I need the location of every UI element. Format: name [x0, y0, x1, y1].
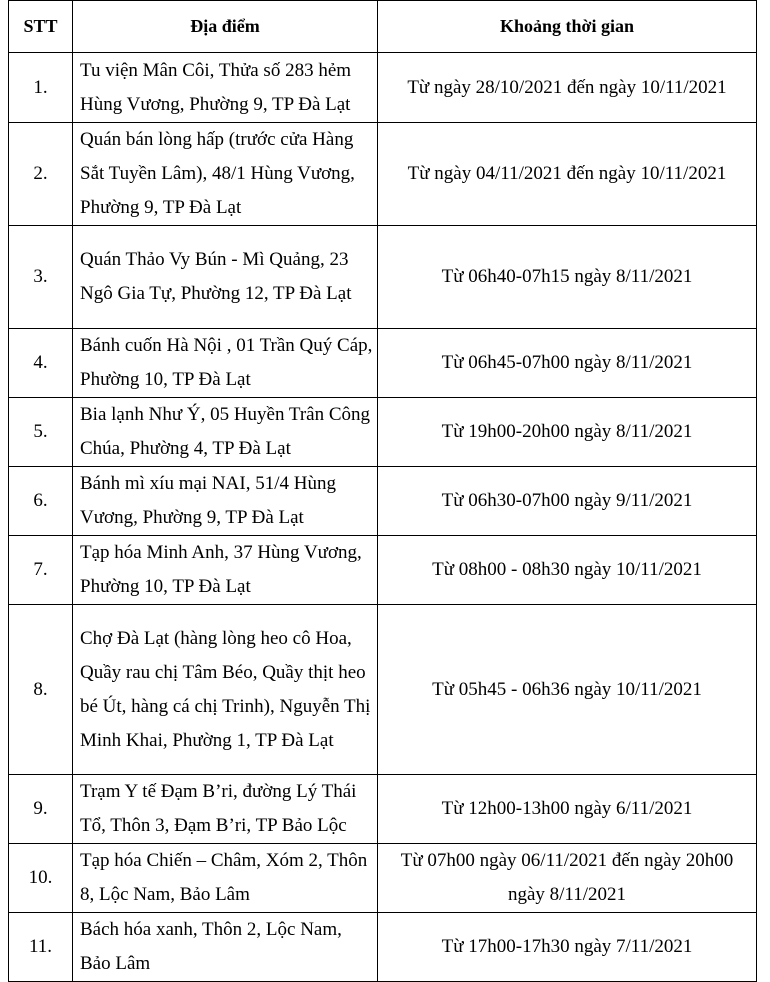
header-location: Địa điểm: [73, 1, 378, 53]
row-time: Từ 19h00-20h00 ngày 8/11/2021: [378, 398, 757, 467]
row-time: Từ ngày 04/11/2021 đến ngày 10/11/2021: [378, 123, 757, 226]
row-time: Từ 06h45-07h00 ngày 8/11/2021: [378, 329, 757, 398]
row-time: Từ 06h40-07h15 ngày 8/11/2021: [378, 226, 757, 329]
row-location: Bánh cuốn Hà Nội , 01 Trần Quý Cáp, Phường 10, TP Đà Lạt: [73, 329, 378, 398]
table-row: [9, 398, 757, 467]
row-location: Quán bán lòng hấp (trước cửa Hàng Sắt Tuyền Lâm), 48/1 Hùng Vương, Phường 9, TP Đà Lạt: [73, 123, 378, 226]
row-time: Từ 17h00-17h30 ngày 7/11/2021: [378, 913, 757, 982]
row-stt: 9.: [9, 775, 73, 844]
row-time: Từ 08h00 - 08h30 ngày 10/11/2021: [378, 536, 757, 605]
row-location: Chợ Đà Lạt (hàng lòng heo cô Hoa, Quầy rau chị Tâm Béo, Quầy thịt heo bé Út, hàng cá chị Trinh), Nguyễn Thị Minh Khai, Phường 1, TP Đà Lạt: [73, 605, 378, 775]
row-stt: 3.: [9, 226, 73, 329]
row-stt: 1.: [9, 53, 73, 123]
row-location: Trạm Y tế Đạm B’ri, đường Lý Thái Tổ, Thôn 3, Đạm B’ri, TP Bảo Lộc: [73, 775, 378, 844]
row-stt: 2.: [9, 123, 73, 226]
row-location: Bánh mì xíu mại NAI, 51/4 Hùng Vương, Phường 9, TP Đà Lạt: [73, 467, 378, 536]
table-row: [9, 775, 757, 844]
header-stt: STT: [9, 1, 73, 53]
table-header-row: [9, 1, 757, 53]
table-row: [9, 123, 757, 226]
table-row: [9, 53, 757, 123]
header-time: Khoảng thời gian: [378, 1, 757, 53]
table-row: [9, 226, 757, 329]
row-location: Quán Thảo Vy Bún - Mì Quảng, 23 Ngô Gia Tự, Phường 12, TP Đà Lạt: [73, 226, 378, 329]
locations-table: [8, 0, 757, 982]
row-time: Từ 07h00 ngày 06/11/2021 đến ngày 20h00 ngày 8/11/2021: [378, 844, 757, 913]
row-time: Từ 12h00-13h00 ngày 6/11/2021: [378, 775, 757, 844]
row-stt: 4.: [9, 329, 73, 398]
row-stt: 6.: [9, 467, 73, 536]
row-stt: 11.: [9, 913, 73, 982]
table-row: [9, 844, 757, 913]
row-stt: 8.: [9, 605, 73, 775]
table-row: [9, 913, 757, 982]
row-time: Từ 06h30-07h00 ngày 9/11/2021: [378, 467, 757, 536]
row-stt: 5.: [9, 398, 73, 467]
table-row: [9, 329, 757, 398]
row-time: Từ 05h45 - 06h36 ngày 10/11/2021: [378, 605, 757, 775]
row-time: Từ ngày 28/10/2021 đến ngày 10/11/2021: [378, 53, 757, 123]
row-location: Tạp hóa Chiến – Châm, Xóm 2, Thôn 8, Lộc Nam, Bảo Lâm: [73, 844, 378, 913]
row-location: Tu viện Mân Côi, Thửa số 283 hẻm Hùng Vương, Phường 9, TP Đà Lạt: [73, 53, 378, 123]
row-stt: 10.: [9, 844, 73, 913]
row-location: Bia lạnh Như Ý, 05 Huyền Trân Công Chúa, Phường 4, TP Đà Lạt: [73, 398, 378, 467]
table-row: [9, 536, 757, 605]
row-location: Tạp hóa Minh Anh, 37 Hùng Vương, Phường 10, TP Đà Lạt: [73, 536, 378, 605]
row-location: Bách hóa xanh, Thôn 2, Lộc Nam, Bảo Lâm: [73, 913, 378, 982]
row-stt: 7.: [9, 536, 73, 605]
table-row: [9, 467, 757, 536]
table-row: [9, 605, 757, 775]
